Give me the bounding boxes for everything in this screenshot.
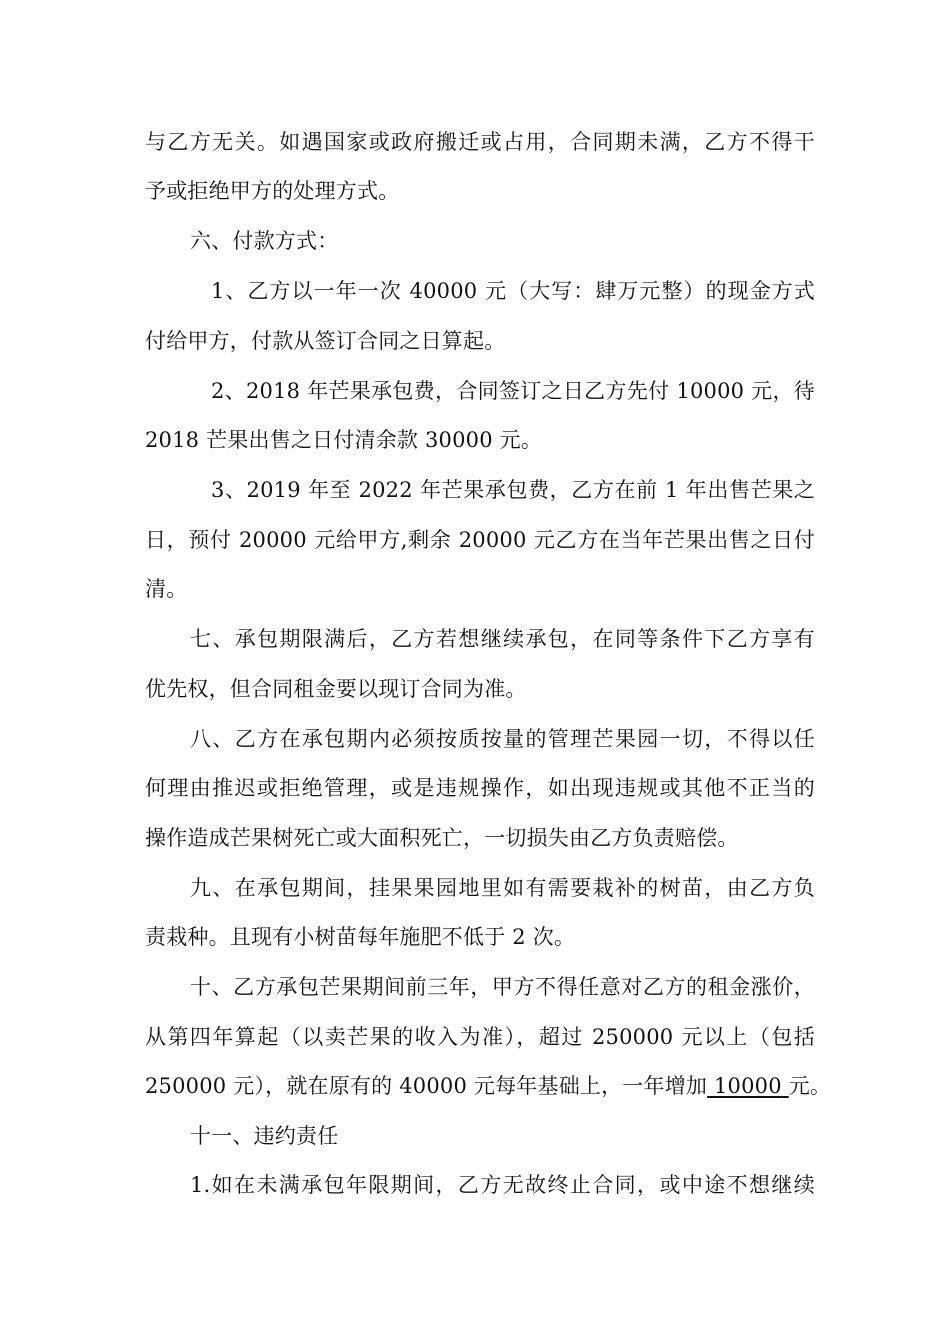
text-segment: 元。 <box>788 1074 832 1098</box>
text-line-with-amount <box>145 1072 832 1100</box>
section-heading: 七、承包期限满后，乙方若想继续承包，在同等条件下乙方享有 <box>190 627 815 651</box>
text-line: 1、乙方以一年一次 40000 元（大写：肆万元整）的现金方式 <box>211 279 815 303</box>
section-heading: 六、付款方式： <box>190 229 339 253</box>
text-line: 操作造成芒果树死亡或大面积死亡，一切损失由乙方负责赔偿。 <box>145 826 739 850</box>
text-line: 与乙方无关。如遇国家或政府搬迁或占用，合同期未满，乙方不得干 <box>145 130 815 154</box>
text-line: 何理由推迟或拒绝管理，或是违规操作，如出现违规或其他不正当的 <box>145 776 815 800</box>
text-line: 3、2019 年至 2022 年芒果承包费，乙方在前 1 年出售芒果之 <box>211 478 815 502</box>
text-line: 予或拒绝甲方的处理方式。 <box>145 179 400 203</box>
section-heading: 十一、违约责任 <box>190 1124 339 1148</box>
text-line: 1.如在未满承包年限期间，乙方无故终止合同，或中途不想继续 <box>190 1173 815 1197</box>
text-line: 2、2018 年芒果承包费，合同签订之日乙方先付 10000 元，待 <box>211 379 815 403</box>
text-line: 2018 芒果出售之日付清余款 30000 元。 <box>145 428 543 452</box>
text-line: 优先权，但合同租金要以现订合同为准。 <box>145 677 527 701</box>
text-line: 清。 <box>145 577 188 601</box>
text-line: 日，预付 20000 元给甲方,剩余 20000 元乙方在当年芒果出售之日付 <box>145 528 815 552</box>
section-heading: 八、乙方在承包期内必须按质按量的管理芒果园一切，不得以任 <box>190 727 815 751</box>
increase-amount-field: 10000 <box>713 1074 782 1098</box>
text-segment: 250000 元），就在原有的 40000 元每年基础上，一年增加 <box>145 1074 708 1098</box>
section-heading: 十、乙方承包芒果期间前三年，甲方不得任意对乙方的租金涨价， <box>190 975 815 999</box>
text-line: 从第四年算起（以卖芒果的收入为准），超过 250000 元以上（包括 <box>145 1025 815 1049</box>
text-line: 责栽种。且现有小树苗每年施肥不低于 2 次。 <box>145 925 576 949</box>
section-heading: 九、在承包期间，挂果果园地里如有需要栽补的树苗，由乙方负 <box>190 876 815 900</box>
text-line: 付给甲方，付款从签订合同之日算起。 <box>145 329 506 353</box>
